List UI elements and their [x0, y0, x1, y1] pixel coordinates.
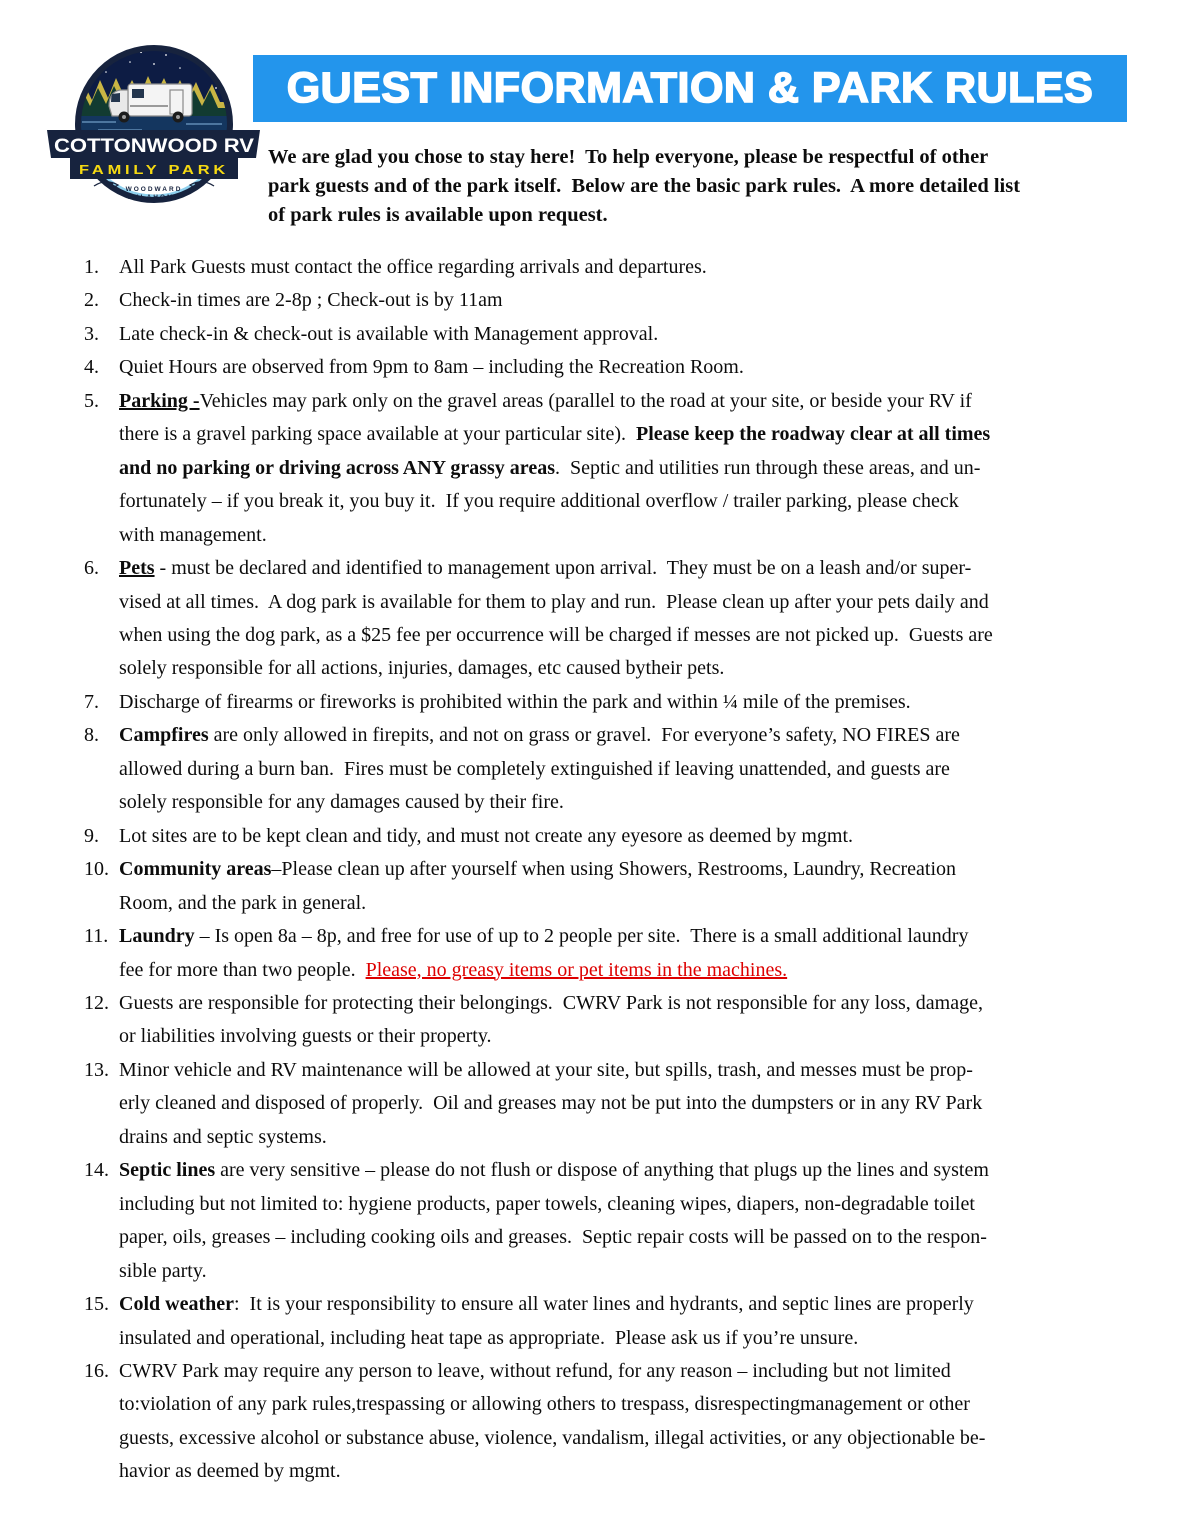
- rule-text-segment: including but not limited to: hygiene products, paper towels, cleaning wipes, diapers, non-degradable toilet: [119, 1192, 975, 1215]
- rule-text-segment: drains and septic systems.: [119, 1125, 327, 1148]
- rule-text-segment: insulated and operational, including heat tape as appropriate. Please ask us if you’re unsure.: [119, 1326, 859, 1349]
- rule-text-segment: Parking -: [119, 389, 200, 412]
- rule-number: 15.: [84, 1293, 109, 1316]
- rule-text-segment: - must be declared and identified to management upon arrival. They must be on a leash and/or super-: [154, 557, 972, 580]
- rule-line: [119, 1188, 1164, 1221]
- rule-text-segment: Please keep the roadway clear at all times: [636, 423, 991, 446]
- logo-family-park: FAMILY PARK: [79, 162, 229, 177]
- rule-item: [84, 920, 1164, 987]
- rule-item: [84, 552, 1164, 686]
- rule-line: [119, 351, 1164, 384]
- rule-text-segment: allowed during a burn ban. Fires must be completely extinguished if leaving unattended, and guests are: [119, 757, 950, 780]
- rule-text-segment: with management.: [119, 523, 267, 546]
- rule-text-segment: : It is your responsibility to ensure all water lines and hydrants, and septic lines are properly: [233, 1293, 974, 1316]
- rule-item: [84, 351, 1164, 384]
- rule-item: [84, 719, 1164, 819]
- logo-location-state: OKLAHOMA: [126, 194, 182, 201]
- rule-item: [84, 1154, 1164, 1288]
- rule-number: 11.: [84, 925, 109, 948]
- rule-text-segment: Lot sites are to be kept clean and tidy, and must not create any eyesore as deemed by mgmt.: [119, 824, 854, 847]
- rule-line: [119, 284, 1164, 317]
- rule-line: [119, 1221, 1164, 1254]
- rule-text-segment: there is a gravel parking space available at your particular site).: [119, 423, 636, 446]
- rule-number: 6.: [84, 557, 99, 580]
- rule-line: [119, 586, 1164, 619]
- rule-line: [119, 485, 1164, 518]
- rule-text-segment: Quiet Hours are observed from 9pm to 8am – including the Recreation Room.: [119, 356, 744, 379]
- rule-line: [119, 853, 1164, 886]
- rule-line: [119, 452, 1164, 485]
- rule-text-segment: –Please clean up after yourself when using Showers, Restrooms, Laundry, Recreation: [271, 858, 957, 881]
- rule-line: [119, 753, 1164, 786]
- rule-line: [119, 920, 1164, 953]
- rule-line: [119, 1388, 1164, 1421]
- rule-item: [84, 853, 1164, 920]
- rule-number: 2.: [84, 289, 99, 312]
- rule-item: [84, 251, 1164, 284]
- rule-line: [119, 385, 1164, 418]
- rule-line: [119, 619, 1164, 652]
- logo-location-city: WOODWARD: [125, 186, 183, 193]
- rule-line: [119, 1020, 1164, 1053]
- rule-text-segment: Septic lines: [119, 1159, 216, 1182]
- rule-number: 5.: [84, 389, 99, 412]
- page-title: GUEST INFORMATION & PARK RULES: [286, 64, 1094, 112]
- rule-line: [119, 1255, 1164, 1288]
- rule-number: 13.: [84, 1058, 109, 1081]
- rule-text-segment: when using the dog park, as a $25 fee per occurrence will be charged if messes are not picked up. Guests are: [119, 623, 993, 646]
- rule-text-segment: Discharge of firearms or fireworks is prohibited within the park and within ¼ mile of the premises.: [119, 690, 911, 713]
- rule-line: [119, 251, 1164, 284]
- rule-text-segment: paper, oils, greases – including cooking oils and greases. Septic repair costs will be passed on to the respon-: [119, 1226, 987, 1249]
- logo-ribbon: [47, 130, 260, 158]
- rule-text-segment: sible party.: [119, 1259, 207, 1282]
- rule-text-segment: solely responsible for all actions, injuries, damages, etc caused bytheir pets.: [119, 657, 725, 680]
- intro-line: park guests and of the park itself. Below are the basic park rules. A more detailed list: [268, 174, 1021, 197]
- rule-text-segment: guests, excessive alcohol or substance abuse, violence, vandalism, illegal activities, or any objectionable be-: [119, 1426, 986, 1449]
- rule-text-segment: All Park Guests must contact the office regarding arrivals and departures.: [119, 256, 707, 278]
- rule-text-segment: . Septic and utilities run through these areas, and un-: [555, 456, 981, 479]
- rule-line: [119, 552, 1164, 585]
- rule-line: [119, 1322, 1164, 1355]
- rule-text-segment: – Is open 8a – 8p, and free for use of up to 2 people per site. There is a small additional laundry: [194, 925, 969, 948]
- rule-number: 7.: [84, 690, 99, 713]
- rule-number: 8.: [84, 724, 99, 747]
- rule-number: 1.: [84, 256, 99, 278]
- rule-line: [119, 418, 1164, 451]
- rule-text-segment: fee for more than two people.: [119, 958, 366, 981]
- rule-text-segment: Campfires: [119, 724, 209, 747]
- rule-line: [119, 954, 1164, 987]
- rule-line: [119, 1355, 1164, 1388]
- rule-item: [84, 686, 1164, 719]
- rule-item: [84, 318, 1164, 351]
- rule-line: [119, 1054, 1164, 1087]
- rule-item: [84, 1288, 1164, 1355]
- rule-item: [84, 1054, 1164, 1154]
- rule-text-segment: Community areas: [119, 858, 272, 881]
- rule-text-segment: vised at all times. A dog park is available for them to play and run. Please clean up after your pets daily and: [119, 590, 989, 613]
- rule-number: 10.: [84, 858, 109, 881]
- rule-line: [119, 1288, 1164, 1321]
- rule-text-segment: solely responsible for any damages caused by their fire.: [119, 791, 564, 814]
- rule-text-segment: Late check-in & check-out is available with Management approval.: [119, 322, 659, 345]
- rule-number: 3.: [84, 322, 99, 345]
- rule-text-segment: Cold weather: [119, 1293, 234, 1316]
- rule-text-segment: Check-in times are 2-8p ; Check-out is by 11am: [119, 289, 503, 312]
- logo-park-name: COTTONWOOD RV: [54, 136, 255, 157]
- rule-item: [84, 284, 1164, 317]
- rule-text-segment: Vehicles may park only on the gravel areas (parallel to the road at your site, or beside your RV if: [199, 389, 972, 412]
- rule-line: [119, 686, 1164, 719]
- rule-text-segment: are only allowed in firepits, and not on grass or gravel. For everyone’s safety, NO FIRES are: [208, 724, 960, 747]
- rule-line: [119, 652, 1164, 685]
- rule-number: 16.: [84, 1359, 109, 1382]
- rules-list: [84, 251, 1164, 1489]
- rule-text-segment: CWRV Park may require any person to leave, without refund, for any reason – including but not limited: [119, 1359, 951, 1382]
- rule-line: [119, 719, 1164, 752]
- rule-text-segment: Minor vehicle and RV maintenance will be allowed at your site, but spills, trash, and messes must be prop-: [119, 1058, 973, 1081]
- rule-number: 4.: [84, 356, 99, 379]
- rule-text-segment: fortunately – if you break it, you buy it. If you require additional overflow / trailer parking, please check: [119, 490, 959, 513]
- rule-item: [84, 1355, 1164, 1489]
- rule-line: [119, 820, 1164, 853]
- intro-line: of park rules is available upon request.: [268, 203, 608, 226]
- rule-number: 12.: [84, 991, 109, 1014]
- rule-text-segment: Room, and the park in general.: [119, 891, 367, 914]
- intro-line: We are glad you chose to stay here! To help everyone, please be respectful of other: [268, 146, 989, 168]
- rule-text-segment: Please, no greasy items or pet items in the machines.: [365, 958, 788, 981]
- park-logo-image: [46, 38, 261, 218]
- rule-line: [119, 786, 1164, 819]
- rule-line: [119, 1087, 1164, 1120]
- rule-text-segment: Pets: [119, 557, 155, 580]
- rule-text-segment: havior as deemed by mgmt.: [119, 1460, 341, 1483]
- rule-text-segment: are very sensitive – please do not flush or dispose of anything that plugs up the lines and system: [215, 1159, 989, 1182]
- rule-line: [119, 318, 1164, 351]
- rule-line: [119, 987, 1164, 1020]
- intro-text: [268, 143, 1020, 229]
- rule-text-segment: to:violation of any park rules,trespassing or allowing others to trespass, disrespectingmanagement or other: [119, 1393, 970, 1416]
- rule-item: [84, 820, 1164, 853]
- rule-line: [119, 1422, 1164, 1455]
- rule-text-segment: Laundry: [119, 925, 195, 948]
- rule-text-segment: erly cleaned and disposed of properly. Oil and greases may not be put into the dumpsters or in any RV Park: [119, 1092, 983, 1115]
- rule-item: [84, 385, 1164, 552]
- title-banner: [253, 55, 1127, 122]
- rule-line: [119, 1455, 1164, 1488]
- park-logo: [46, 38, 261, 218]
- logo-subband: [70, 158, 238, 179]
- rule-text-segment: and no parking or driving across ANY grassy areas: [119, 456, 555, 479]
- rule-item: [84, 987, 1164, 1054]
- rule-number: 9.: [84, 824, 99, 847]
- rule-text-segment: Guests are responsible for protecting their belongings. CWRV Park is not responsible for any loss, damage,: [119, 991, 983, 1014]
- rule-line: [119, 1121, 1164, 1154]
- rule-line: [119, 519, 1164, 552]
- rule-line: [119, 1154, 1164, 1187]
- rule-number: 14.: [84, 1159, 109, 1182]
- rule-text-segment: or liabilities involving guests or their property.: [119, 1025, 492, 1048]
- rule-line: [119, 887, 1164, 920]
